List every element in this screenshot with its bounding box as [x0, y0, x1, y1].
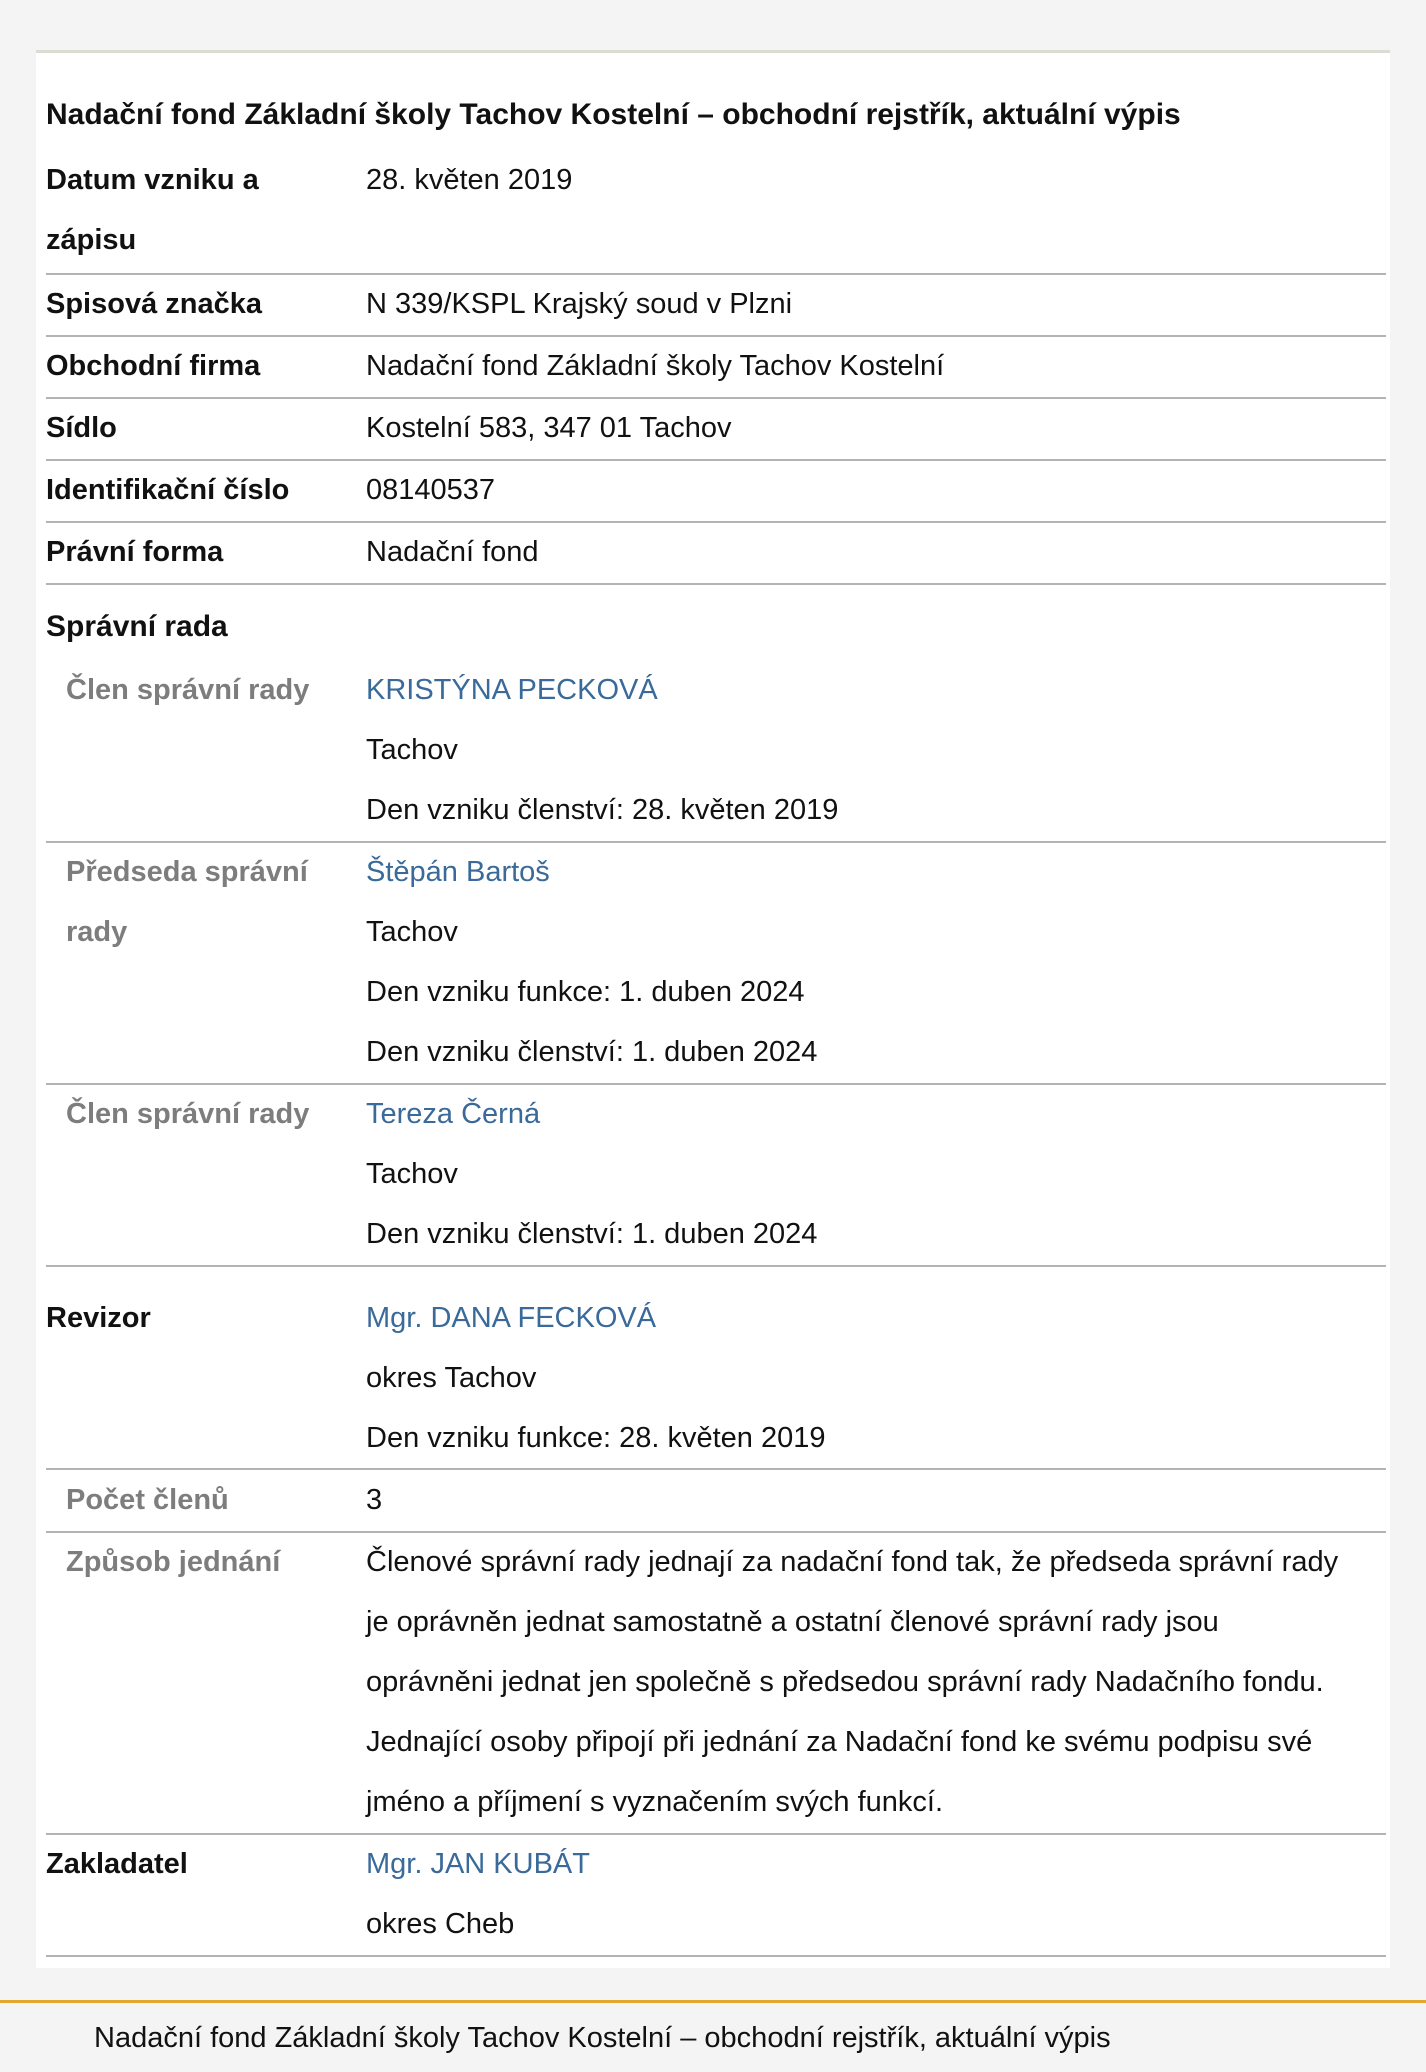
label-datum-zapisu: zápisu: [46, 224, 137, 256]
member-detail: Den vzniku funkce: 1. duben 2024: [366, 976, 805, 1008]
revizor-name-link[interactable]: Mgr. DANA FECKOVÁ: [366, 1302, 657, 1334]
member-detail: Den vzniku členství: 1. duben 2024: [366, 1036, 818, 1068]
member-name-link[interactable]: Štěpán Bartoš: [366, 856, 550, 888]
member-place: Tachov: [366, 916, 458, 948]
label-ico: Identifikační číslo: [46, 474, 290, 506]
member-place: Tachov: [366, 734, 458, 766]
page-title: Nadační fond Základní školy Tachov Kostelní – obchodní rejstřík, aktuální výpis: [46, 98, 1181, 131]
member-place: Tachov: [366, 1158, 458, 1190]
divider: [46, 273, 1386, 275]
label-pravni-forma: Právní forma: [46, 536, 224, 568]
divider: [46, 1955, 1386, 1957]
zakladatel-place: okres Cheb: [366, 1908, 515, 1940]
member-role: Předseda správní: [66, 856, 308, 888]
label-datum-vzniku: Datum vzniku a: [46, 164, 259, 196]
divider: [46, 459, 1386, 461]
label-revizor: Revizor: [46, 1302, 151, 1334]
divider: [46, 841, 1386, 843]
divider: [46, 1265, 1386, 1267]
value-ico: 08140537: [366, 474, 496, 506]
divider: [46, 1833, 1386, 1835]
divider: [46, 521, 1386, 523]
divider: [46, 1083, 1386, 1085]
member-role: rady: [66, 916, 128, 948]
member-role: Člen správní rady: [66, 1098, 310, 1130]
zpusob-line: Členové správní rady jednají za nadační fond tak, že předseda správní rady: [366, 1546, 1339, 1578]
member-detail: Den vzniku členství: 1. duben 2024: [366, 1218, 818, 1250]
label-obchodni-firma: Obchodní firma: [46, 350, 261, 382]
revizor-place: okres Tachov: [366, 1362, 537, 1394]
label-sidlo: Sídlo: [46, 412, 117, 444]
member-name-link[interactable]: Tereza Černá: [366, 1098, 541, 1130]
label-zpusob-jednani: Způsob jednání: [66, 1546, 281, 1578]
zpusob-line: Jednající osoby připojí při jednání za Nadační fond ke svému podpisu své: [366, 1726, 1313, 1758]
zpusob-line: jméno a příjmení s vyznačením svých funkcí.: [366, 1786, 943, 1818]
member-name-link[interactable]: KRISTÝNA PECKOVÁ: [366, 674, 658, 706]
member-detail: Den vzniku členství: 28. květen 2019: [366, 794, 839, 826]
label-zakladatel: Zakladatel: [46, 1848, 188, 1880]
section-spravni-rada: Správní rada: [46, 610, 228, 643]
footer-divider: [0, 2000, 1426, 2003]
divider: [46, 335, 1386, 337]
value-datum-vzniku: 28. květen 2019: [366, 164, 573, 196]
value-spisova-znacka: N 339/KSPL Krajský soud v Plzni: [366, 288, 793, 320]
value-obchodni-firma: Nadační fond Základní školy Tachov Kostelní: [366, 350, 945, 382]
divider: [46, 397, 1386, 399]
divider: [46, 1468, 1386, 1470]
zpusob-line: je oprávněn jednat samostatně a ostatní členové správní rady jsou: [366, 1606, 1219, 1638]
value-pravni-forma: Nadační fond: [366, 536, 539, 568]
zakladatel-name-link[interactable]: Mgr. JAN KUBÁT: [366, 1848, 590, 1880]
revizor-detail: Den vzniku funkce: 28. květen 2019: [366, 1422, 826, 1454]
label-spisova-znacka: Spisová značka: [46, 288, 262, 320]
divider: [46, 583, 1386, 585]
value-pocet-clenu: 3: [366, 1484, 383, 1516]
member-role: Člen správní rady: [66, 674, 310, 706]
zpusob-line: oprávněni jednat jen společně s předsedou správní rady Nadačního fondu.: [366, 1666, 1324, 1698]
divider: [46, 1531, 1386, 1533]
footer-title: Nadační fond Základní školy Tachov Kostelní – obchodní rejstřík, aktuální výpis: [94, 2022, 1111, 2054]
label-pocet-clenu: Počet členů: [66, 1484, 229, 1516]
value-sidlo: Kostelní 583, 347 01 Tachov: [366, 412, 732, 444]
